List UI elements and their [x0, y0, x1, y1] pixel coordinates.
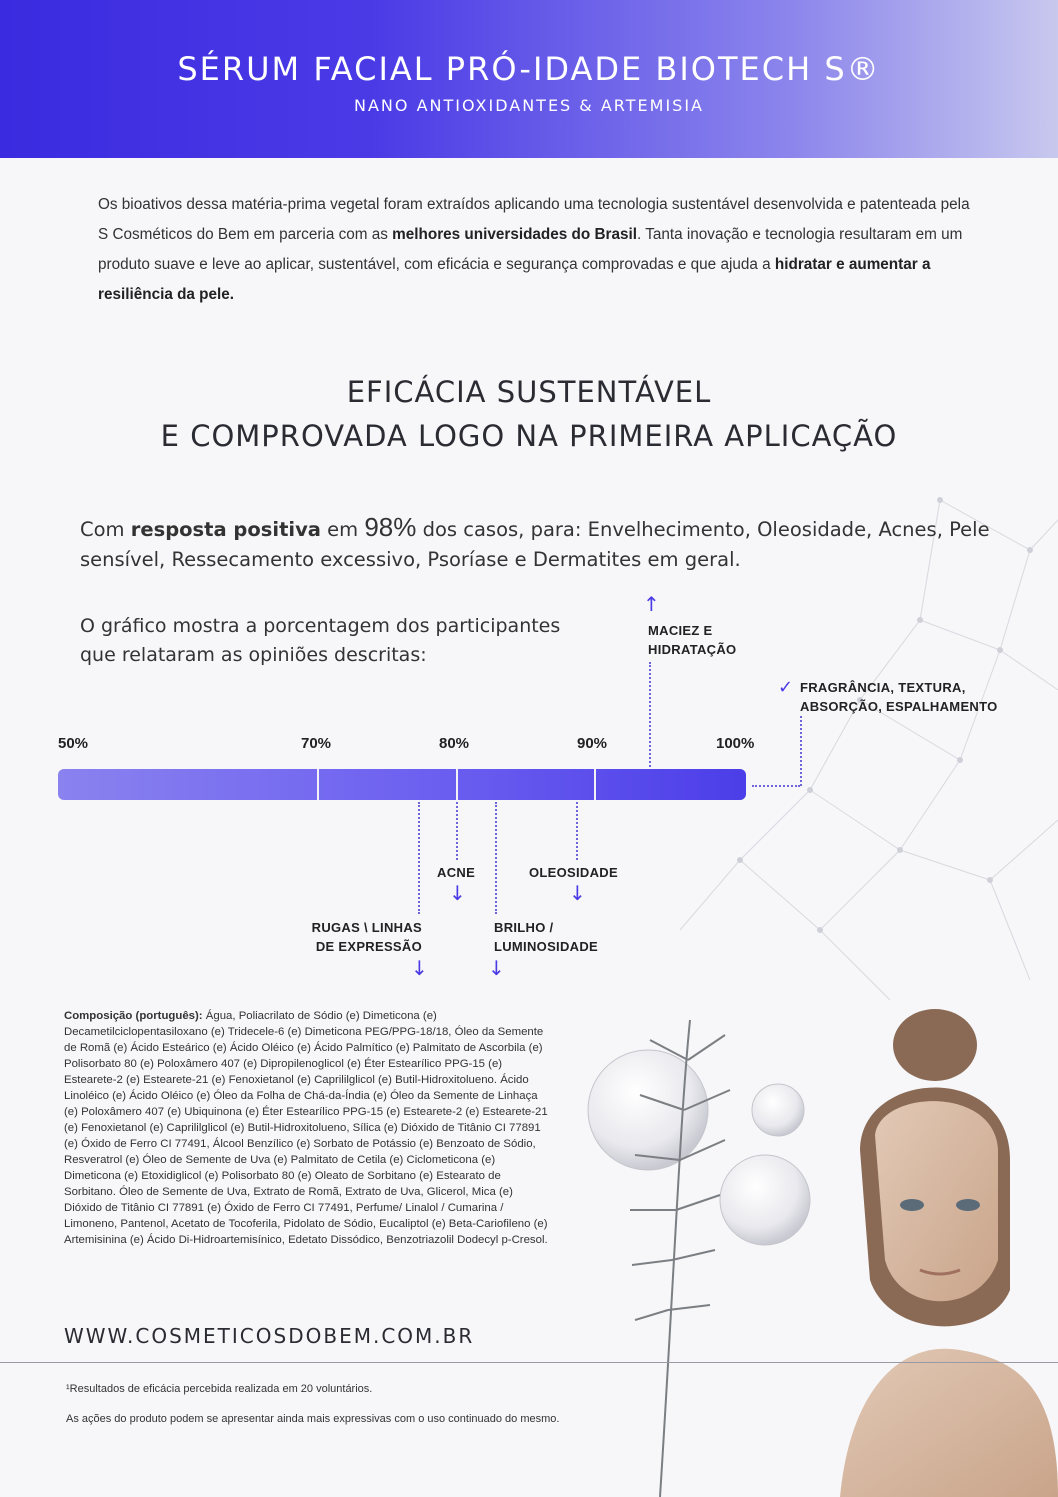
marker-label-line: BRILHO /	[494, 920, 554, 935]
footnote-actions: As ações do produto podem se apresentar ainda mais expressivas com o uso continuado do mesmo.	[66, 1413, 560, 1425]
scale-divider	[594, 769, 596, 800]
marker-label-line: ABSORÇÃO, ESPALHAMENTO	[800, 699, 998, 714]
serum-bubble	[588, 1050, 708, 1170]
claim-bold: resposta positiva	[130, 518, 321, 541]
composition-text	[64, 1008, 548, 1248]
arrow-down-icon: ↓	[449, 881, 466, 905]
page-subtitle: NANO ANTIOXIDANTES & ARTEMISIA	[354, 96, 704, 115]
arrow-down-icon: ↓	[569, 881, 586, 905]
claim-mid: em	[320, 518, 365, 541]
composition-body: Água, Poliacrilato de Sódio (e) Dimeticona (e) Decametilciclopentasiloxano (e) Tridecele-6 (e) Dimeticona PEG/PPG-18/18, Óleo da Semente de Romã (e) Ácido Esteárico (e) Ácido Oléico (e) Ácido Palmítico (e) Palmitato de Ascorbila (e) Polisorbato 80 (e) Poloxâmero 407 (e) Dipropilenoglicol (e) Éter Estearílico PPG-15 (e) Estearete-2 (e) Estearete-21 (e) Fenoxietanol (e) Caprililglicol (e) Butil-Hidroxitolueno. Ácido Linoléico (e) Ácido Oléico (e) Óleo da Folha de Chá-da-Índia (e) Óleo da Semente de Linhaça (e) Poloxâmero 407 (e) Ubiquinona (e) Éter Estearílico PPG-15 (e) Estearete-2 (e) Estearete-21 (e) Fenoxietanol (e) Caprililglicol (e) Butil-Hidroxitolueno, Sílica (e) Dióxido de Titânio CI 77891 (e) Óxido de Ferro CI 77491, Álcool Benzílico (e) Sorbato de Potássio (e) Benzoato de Sódio, Resveratrol (e) Óleo de Semente de Uva (e) Palmitato de Cetila (e) Ciclometicona (e) Dimeticona (e) Etoxidiglicol (e) Polisorbato 80 (e) Oleato de Sorbitano (e) Estearato de Sorbitano. Óleo de Semente de Uva, Extrato de Romã, Extrato de Uva, Glicerol, Mica (e) Dióxido de Titânio CI 77891 (e) Óxido de Ferro CI 77491, Perfume/ Linalol / Cumarina / Limoneno, Pantenol, Acetato de Tocoferila, Pidolato de Sódio, Eucaliptol (e) Beta-Cariofileno (e) Artemisinina (e) Ácido Di-Hidroartemisínico, Edetato Dissódico, Benzotriazolil Dodecyl p-Cresol.	[64, 1010, 548, 1246]
check-icon: ✓	[778, 677, 794, 698]
marker-label-rugas	[301, 918, 422, 956]
marker-leader-line	[418, 802, 420, 914]
intro-text-2: . Tanta inovação e tecnologia resultaram em um produto suave e leve ao aplicar, sustentável, com eficácia e segurança comprovadas e que ajuda a	[98, 226, 963, 273]
marker-label-line: FRAGRÂNCIA, TEXTURA,	[800, 680, 966, 695]
marker-label-fragrancia	[800, 678, 998, 716]
arrow-down-icon: ↓	[488, 956, 505, 980]
scale-bar	[58, 769, 746, 800]
marker-label-brilho	[494, 918, 598, 956]
arrow-up-icon: ↑	[643, 592, 660, 616]
tick-label: 70%	[301, 735, 332, 752]
marker-label-line: RUGAS \ LINHAS	[311, 920, 422, 935]
chart-description-line-1: O gráfico mostra a porcentagem dos participantes	[80, 615, 561, 637]
section-title	[0, 370, 1058, 458]
footnote-results: ¹Resultados de eficácia percebida realizada em 20 voluntários.	[66, 1383, 373, 1395]
serum-bubble	[720, 1155, 810, 1245]
marker-label-line: OLEOSIDADE	[529, 865, 618, 880]
marker-leader-line	[576, 802, 578, 860]
marker-leader-line	[495, 802, 497, 914]
divider	[0, 1362, 1058, 1363]
tick-label: 50%	[58, 735, 89, 752]
marker-label-maciez	[648, 621, 736, 659]
tick-label: 90%	[577, 735, 608, 752]
woman-portrait	[840, 1009, 1058, 1497]
marker-leader-line	[649, 662, 651, 767]
scale-divider	[456, 769, 458, 800]
header-banner	[0, 0, 1058, 158]
page-title: SÉRUM FACIAL PRÓ-IDADE BIOTECH S®	[177, 50, 881, 88]
section-title-line-2: E COMPROVADA LOGO NA PRIMEIRA APLICAÇÃO	[160, 419, 898, 453]
marker-leader-line	[800, 716, 802, 786]
chart-description-line-2: que relataram as opiniões descritas:	[80, 644, 427, 666]
marker-label-line: HIDRATAÇÃO	[648, 642, 737, 657]
marker-leader-line	[752, 785, 800, 787]
marker-label-acne	[437, 863, 475, 882]
serum-bubble	[752, 1084, 804, 1136]
marker-leader-line	[456, 802, 458, 860]
marker-label-line: MACIEZ E	[648, 623, 713, 638]
section-title-line-1: EFICÁCIA SUSTENTÁVEL	[346, 375, 712, 409]
arrow-down-icon: ↓	[411, 956, 428, 980]
tick-label: 100%	[716, 735, 755, 752]
website-link[interactable]: WWW.COSMETICOSDOBEM.COM.BR	[64, 1324, 475, 1348]
marker-label-oleosidade	[529, 863, 618, 882]
product-photo	[540, 960, 1058, 1497]
tick-label: 80%	[439, 735, 470, 752]
intro-paragraph	[98, 190, 978, 310]
marker-label-line: LUMINOSIDADE	[494, 939, 598, 954]
intro-text-1: Os bioativos dessa matéria-prima vegetal foram extraídos aplicando uma tecnologia sustentável desenvolvida e patenteada pela S Cosméticos do Bem em parceria com as	[98, 196, 970, 243]
efficacy-claim	[80, 512, 1000, 575]
marker-label-line: ACNE	[437, 865, 476, 880]
marker-label-line: DE EXPRESSÃO	[315, 939, 422, 954]
scale-divider	[317, 769, 319, 800]
composition-heading: Composição (português):	[64, 1010, 203, 1022]
claim-post: dos casos, para: Envelhecimento, Oleosidade, Acnes, Pele sensível, Ressecamento excessivo, Psoríase e Dermatites em geral.	[80, 518, 990, 571]
chart-description	[80, 612, 640, 670]
intro-bold-2: hidratar e aumentar a resiliência da pele.	[98, 256, 931, 303]
intro-bold-1: melhores universidades do Brasil	[392, 226, 637, 243]
claim-percent: 98%	[364, 512, 417, 542]
claim-pre: Com	[80, 518, 131, 541]
